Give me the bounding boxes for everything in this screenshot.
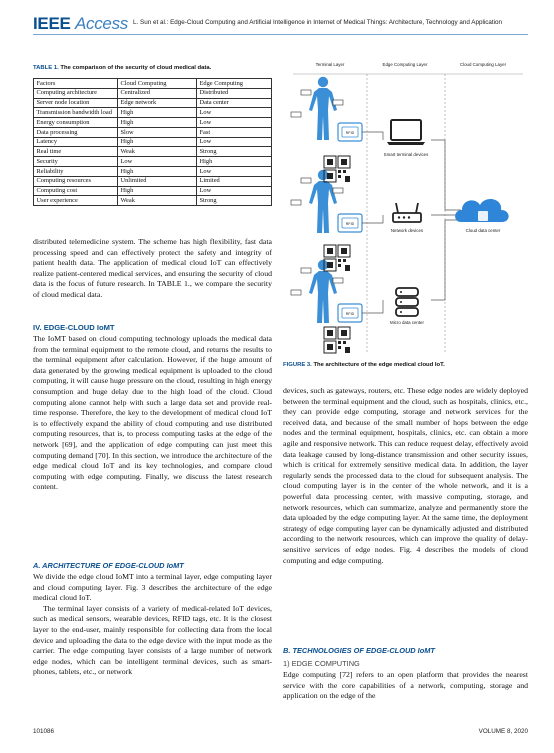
table-cell: Transmission bandwidth load: [34, 108, 118, 118]
table-cell: Strong: [197, 147, 272, 157]
subsection-a-body: [33, 572, 272, 678]
right-paragraph-1: devices, such as gateways, routers, etc. These edge nodes are widely deployed between the terminal equipment and the cloud, such as hospitals, clinics, etc., they can provide edge computing, storage and network services for the received data, and because of the small number of hops between the edge nodes and the terminal equipment, hospitals, clinics, etc. can obtain a more agile and responsive network. This can reduce request delay, effectively avoid data leakage caused by long-distance transmission and other security issues, which is critical for extremely sensitive medical data. In addition, the layer regularly sends the processed data to the cloud for subsequent analysis. The cloud computing layer is in the center of the whole network, and it is a powerful data processing center, with massive computing, storage, and network resources, which can summarize, analyze and permanently store the data uploaded by the edge computing layer. At the same time, the deployment strategy of edge computing layer can be dynamically adjusted and distributed according to the network resources, which can improve the quality of delay-sensitive services of edge nodes. Fig. 4 describes the models of cloud computing and edge computing.: [283, 386, 528, 565]
subsection-a-paragraph-2: The terminal layer consists of a variety of medical-related IoT devices, such as medical sensors, wearable devices, RFID tags, etc. It is the closest layer to the end-user, mainly responsible for collecting data from the local device and uploading the data to the edge device with the input mode as the carrier. The edge computing layer consists of a large number of network edge nodes, which can be intelligent terminal devices, such as smart-phones, tablets, etc., or network: [33, 603, 272, 677]
table-cell: High: [118, 167, 197, 177]
table-row: [34, 167, 272, 177]
running-title: L. Sun et al.: Edge-Cloud Computing and Artificial Intelligence in Internet of Medical Things: Architecture, Technology and Application: [133, 19, 503, 26]
table-header-cell: Edge Computing: [197, 79, 272, 89]
architecture-figure: [283, 60, 528, 355]
figure-caption: [283, 362, 445, 368]
qr-code-icon: [324, 156, 350, 182]
table-row: [34, 108, 272, 118]
qr-code-icon: [324, 327, 350, 353]
logo-access: Access: [74, 14, 128, 33]
table-cell: Latency: [34, 137, 118, 147]
subsection-b1-paragraph: Edge computing [72] refers to an open platform that provides the nearest service with the core capabilities of a network, computing, storage and application on the edge of the: [283, 670, 528, 701]
cloud-layer-label: Cloud Computing Layer: [459, 62, 507, 67]
table-row: [34, 196, 272, 206]
subsection-b-heading: B. TECHNOLOGIES OF EDGE-CLOUD IoMT: [283, 646, 435, 655]
table-cell: Limited: [197, 176, 272, 186]
table-cell: Fast: [197, 127, 272, 137]
router-icon: [393, 203, 421, 222]
rfid-label: RFID: [345, 131, 355, 135]
table-cell: High: [118, 137, 197, 147]
table-cell: Slow: [118, 127, 197, 137]
table-cell: Computing cost: [34, 186, 118, 196]
comparison-table: [33, 78, 272, 206]
table-cell: Server node location: [34, 98, 118, 108]
table-row: [34, 127, 272, 137]
table-header-cell: Cloud Computing: [118, 79, 197, 89]
table-cell: Computing architecture: [34, 88, 118, 98]
page-number: 101086: [33, 728, 55, 735]
table-row: [34, 157, 272, 167]
table-cell: Distributed: [197, 88, 272, 98]
figure-label: FIGURE 3.: [283, 362, 312, 368]
section-iv-body: [33, 334, 272, 493]
sensor-box: [301, 268, 311, 273]
table-header-cell: Factors: [34, 79, 118, 89]
sensor-box: [291, 112, 301, 117]
smart-terminal-label: Smart terminal devices: [383, 152, 429, 157]
table-row: [34, 118, 272, 128]
cloud-data-center-label: Cloud data center: [465, 228, 501, 233]
sensor-box: [333, 188, 343, 193]
network-devices-label: Network devices: [390, 228, 424, 233]
subsection-b1-heading: 1) EDGE COMPUTING: [283, 659, 360, 668]
figure-caption-text: The architecture of the edge medical cloud IoT.: [313, 362, 445, 368]
table-cell: High: [118, 108, 197, 118]
table-cell: High: [118, 118, 197, 128]
table-cell: Reliability: [34, 167, 118, 177]
header-rule: [33, 34, 528, 35]
volume-label: VOLUME 8, 2020: [478, 728, 528, 735]
table-cell: Unlimited: [118, 176, 197, 186]
cloud-icon: [455, 199, 509, 222]
table-row: [34, 147, 272, 157]
table-cell: High: [197, 157, 272, 167]
laptop-icon: [387, 120, 425, 145]
subsection-b1-body: [283, 670, 528, 702]
table-row: [34, 186, 272, 196]
patient-figure-3: [309, 260, 337, 323]
table-header-row: [34, 79, 272, 89]
sensor-box: [333, 100, 343, 105]
right-column-body: [283, 386, 528, 566]
table-cell: Centralized: [118, 88, 197, 98]
qr-code-icon: [324, 245, 350, 271]
table-cell: Computing resources: [34, 176, 118, 186]
table-cell: Low: [197, 137, 272, 147]
patient-figure-2: [309, 170, 337, 233]
table-row: [34, 88, 272, 98]
subsection-a-paragraph-1: We divide the edge cloud IoMT into a terminal layer, edge computing layer and cloud computing layer. Fig. 3 describes the architecture of the edge medical cloud IoT.: [33, 572, 272, 603]
sensor-box: [291, 290, 301, 295]
table-row: [34, 176, 272, 186]
table-cell: High: [118, 186, 197, 196]
table-caption-text: The comparison of the security of cloud medical data.: [60, 65, 212, 71]
table-cell: Low: [118, 157, 197, 167]
terminal-layer-label: Terminal Layer: [315, 62, 345, 67]
micro-data-center-label: Micro data center: [390, 320, 424, 325]
table-cell: Low: [197, 108, 272, 118]
table-cell: Edge network: [118, 98, 197, 108]
intro-paragraph: distributed telemedicine system. The scheme has high flexibility, fast data processing speed and can effectively protect the safety and integrity of patient health data. The application of medical cloud IoT can effectively realize patient-centered medical services, and ensuring the security of cloud data is the focus of future research. In TABLE 1., we compare the security of cloud medical data.: [33, 237, 272, 299]
subsection-a-heading: A. ARCHITECTURE OF EDGE-CLOUD IoMT: [33, 561, 184, 570]
table-cell: Low: [197, 167, 272, 177]
table-cell: Weak: [118, 196, 197, 206]
section-iv-paragraph: The IoMT based on cloud computing technology uploads the medical data from the terminal equipment to the remote cloud, and returns the results to the terminal equipment after calculation. However, if the huge amount of data generated by the growing medical equipment is uploaded to the cloud computing, it will cause huge pressure on the cloud, resulting in high energy consumption and huge delay due to the high load of the cloud. Cloud computing alone cannot help with such a large data set and provide real-time response. Therefore, the key to the development of medical cloud IoT is to effectively expand the ability of cloud computing and use distributed computing resources, that is, to process computing tasks at the edge of the network [69], and the application of edge computing can just meet this computing demand [70]. In this section, we introduce the architecture of the edge medical cloud IoT and its key technologies, and compare cloud computing with edge computing. Finally, we discuss the latest research content.: [33, 334, 272, 492]
table-cell: Security: [34, 157, 118, 167]
patient-figure-1: [309, 77, 337, 140]
table-cell: Low: [197, 186, 272, 196]
table-caption: [33, 65, 211, 71]
left-intro: [33, 237, 272, 301]
table-cell: Real time: [34, 147, 118, 157]
rfid-label: RFID: [345, 222, 355, 226]
table-cell: Weak: [118, 147, 197, 157]
table-row: [34, 137, 272, 147]
table-label: TABLE 1.: [33, 65, 59, 71]
sensor-box: [291, 200, 301, 205]
table-cell: Low: [197, 118, 272, 128]
table-cell: Strong: [197, 196, 272, 206]
table-cell: User experience: [34, 196, 118, 206]
edge-layer-label: Edge Computing Layer: [382, 62, 428, 67]
journal-logo: [33, 14, 128, 34]
logo-ieee: IEEE: [33, 14, 71, 33]
rfid-label: RFID: [345, 312, 355, 316]
sensor-box: [301, 178, 311, 183]
table-cell: Data processing: [34, 127, 118, 137]
table-row: [34, 98, 272, 108]
table-cell: Data center: [197, 98, 272, 108]
server-icon: [396, 288, 418, 316]
sensor-box: [333, 278, 343, 283]
sensor-box: [301, 90, 311, 95]
section-iv-heading: IV. EDGE-CLOUD IoMT: [33, 323, 115, 332]
table-cell: Energy consumption: [34, 118, 118, 128]
